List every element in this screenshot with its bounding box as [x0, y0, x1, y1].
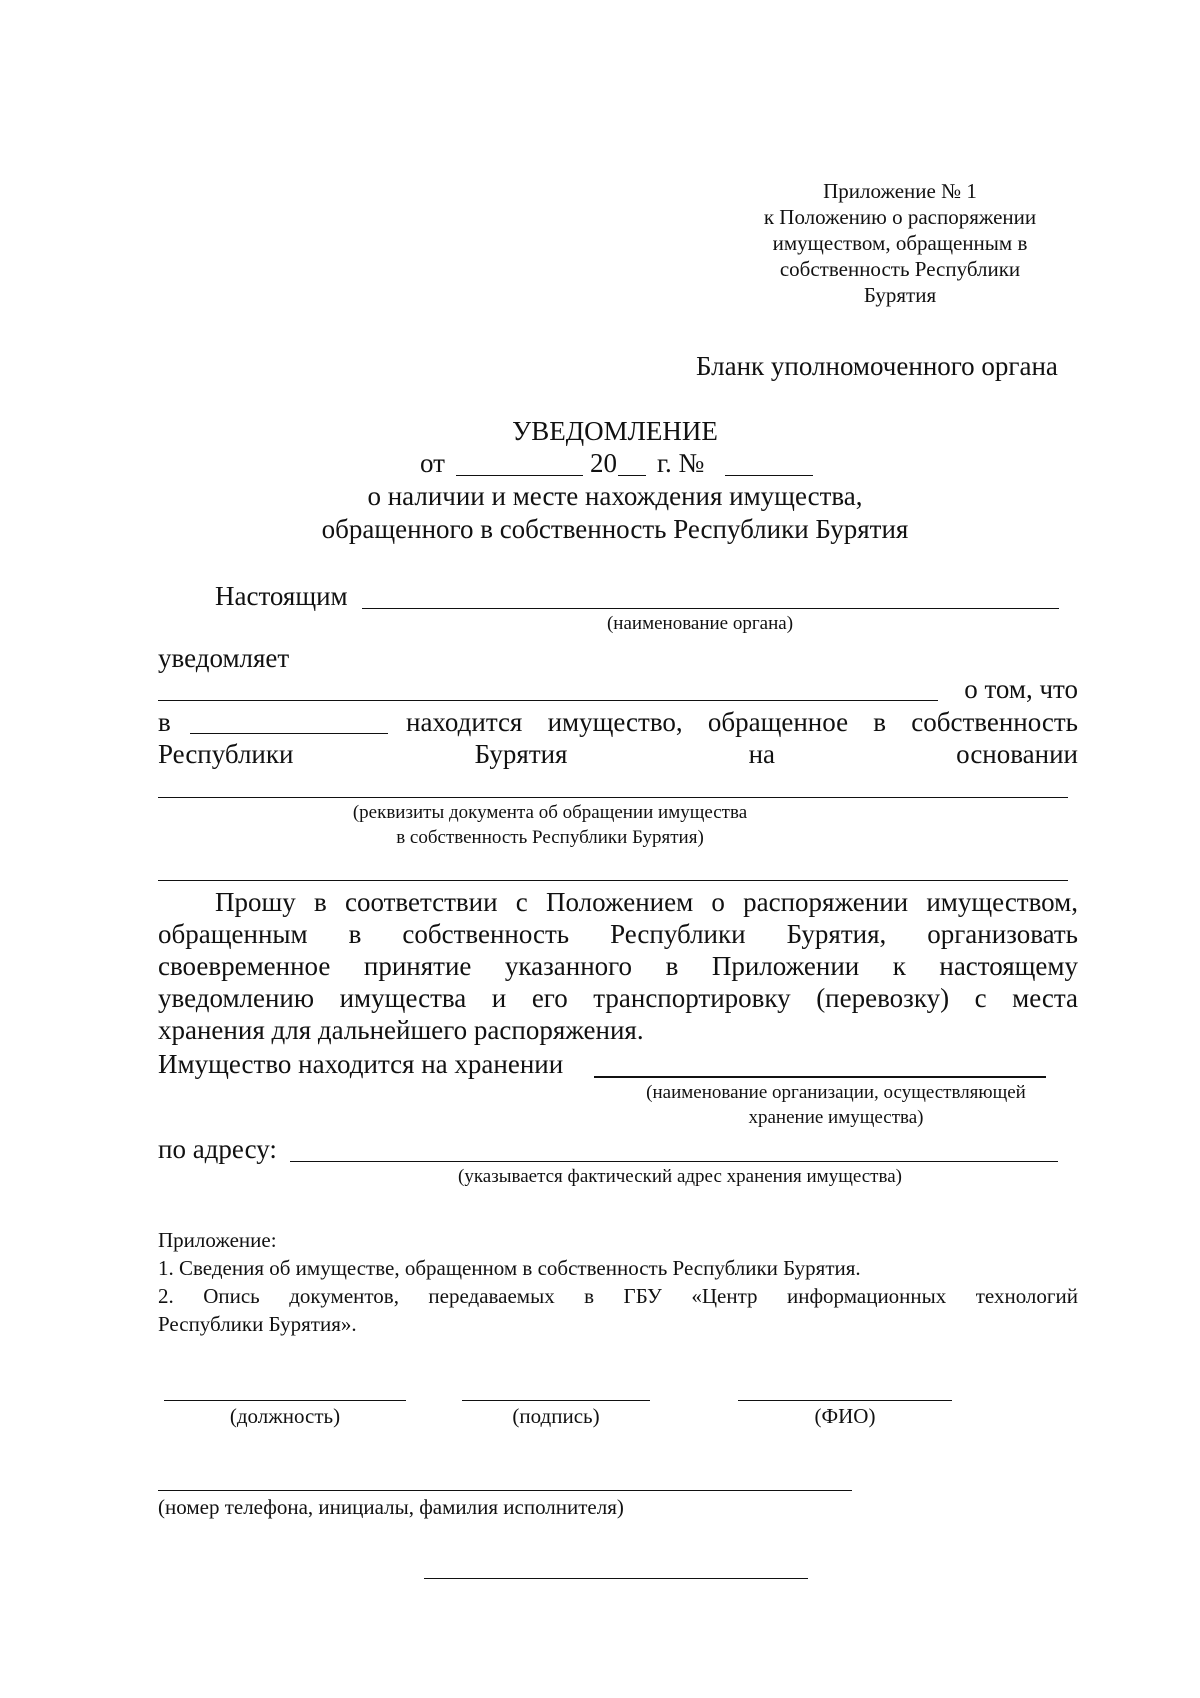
appendix-line-4: собственность Республики: [779, 257, 1021, 281]
signature-field-line: [462, 1400, 650, 1401]
attachment-item-1: 1. Сведения об имуществе, обращенном в собственность Республики Бурятия.: [158, 1256, 861, 1280]
address-field-line: [290, 1161, 1058, 1162]
subtitle-line-1: о наличии и месте нахождения имущества,: [367, 481, 863, 511]
buryatia-word: Бурятия: [474, 739, 568, 769]
attachment-item-2-line-1: 2. Опись документов, передаваемых в ГБУ «Центр информационных технологий: [158, 1284, 1078, 1308]
organ-name-hint: (наименование органа): [606, 613, 794, 634]
storage-text: Имущество находится на хранении: [158, 1049, 564, 1079]
appendix-line-5: Бурятия: [863, 283, 937, 307]
attachments-label: Приложение:: [158, 1228, 277, 1252]
converted-word: обращенное: [707, 707, 849, 737]
document-hint-line-2: в собственность Республики Бурятия): [396, 827, 704, 848]
location-sentence: [406, 706, 1078, 738]
located-word: находится: [406, 707, 523, 737]
basis-sentence: [158, 738, 1078, 770]
basis-word: основании: [956, 739, 1078, 769]
full-name-field-line: [738, 1400, 952, 1401]
signature-hint: (подпись): [512, 1404, 600, 1428]
appendix-block: [720, 178, 1080, 308]
request-line-2: обращенным в собственность Республики Бурятия, организовать: [158, 919, 1078, 949]
number-field-line: [725, 475, 813, 476]
address-text: по адресу:: [158, 1134, 277, 1164]
executor-hint: (номер телефона, инициалы, фамилия исполнителя): [158, 1495, 624, 1519]
appendix-line-1: Приложение № 1: [823, 179, 977, 203]
attachments-block: [158, 1227, 1078, 1338]
document-hint-line-1: (реквизиты документа об обращении имущества: [352, 802, 748, 823]
ownership-word: собственность: [911, 707, 1078, 737]
basis-field-line: [158, 797, 1068, 798]
property-word: имущество,: [547, 707, 683, 737]
herewith-text: Настоящим: [215, 581, 348, 611]
appendix-line-3: имуществом, обращенным в: [772, 231, 1028, 255]
that-text: о том, что: [964, 674, 1078, 704]
blank-label: Бланк уполномоченного органа: [696, 351, 1058, 381]
republic-word: Республики: [158, 739, 294, 769]
full-name-hint: (ФИО): [814, 1404, 876, 1428]
document-title: УВЕДОМЛЕНИЕ: [512, 416, 718, 446]
executor-field-line: [158, 1490, 852, 1491]
position-hint: (должность): [229, 1404, 341, 1428]
notice-field-line: [158, 700, 938, 701]
storage-hint-line-1: (наименование организации, осуществляющей: [646, 1082, 1026, 1103]
in-text: в: [158, 707, 171, 737]
storage-hint-line-2: хранение имущества): [748, 1107, 924, 1128]
position-field-line: [164, 1400, 406, 1401]
on-word: на: [748, 739, 776, 769]
request-paragraph: [158, 886, 1078, 1046]
date-field-line: [456, 475, 583, 476]
from-prefix: от: [420, 448, 445, 478]
notifies-text: уведомляет: [158, 643, 290, 673]
request-line-1: Прошу в соответствии с Положением о распоряжении имуществом,: [215, 887, 1078, 917]
bottom-line: [424, 1578, 808, 1579]
year-field-line: [618, 475, 646, 476]
in-word: в: [873, 707, 887, 737]
appendix-line-2: к Положению о распоряжении: [763, 205, 1037, 229]
year-prefix: 20: [590, 448, 617, 478]
storage-field-line: [594, 1076, 1046, 1078]
extra-field-line: [158, 880, 1068, 881]
attachment-item-2-line-2: Республики Бурятия».: [158, 1312, 357, 1336]
subtitle-line-2: обращенного в собственность Республики Бурятия: [321, 514, 909, 544]
request-line-4: уведомлению имущества и его транспортировку (перевозку) с места: [158, 983, 1078, 1013]
address-hint: (указывается фактический адрес хранения имущества): [458, 1166, 902, 1187]
number-label: г. №: [657, 448, 705, 478]
location-field-line: [190, 733, 388, 734]
request-line-3: своевременное принятие указанного в Приложении к настоящему: [158, 951, 1078, 981]
request-line-5: хранения для дальнейшего распоряжения.: [158, 1015, 644, 1045]
organ-name-field-line: [362, 608, 1059, 609]
